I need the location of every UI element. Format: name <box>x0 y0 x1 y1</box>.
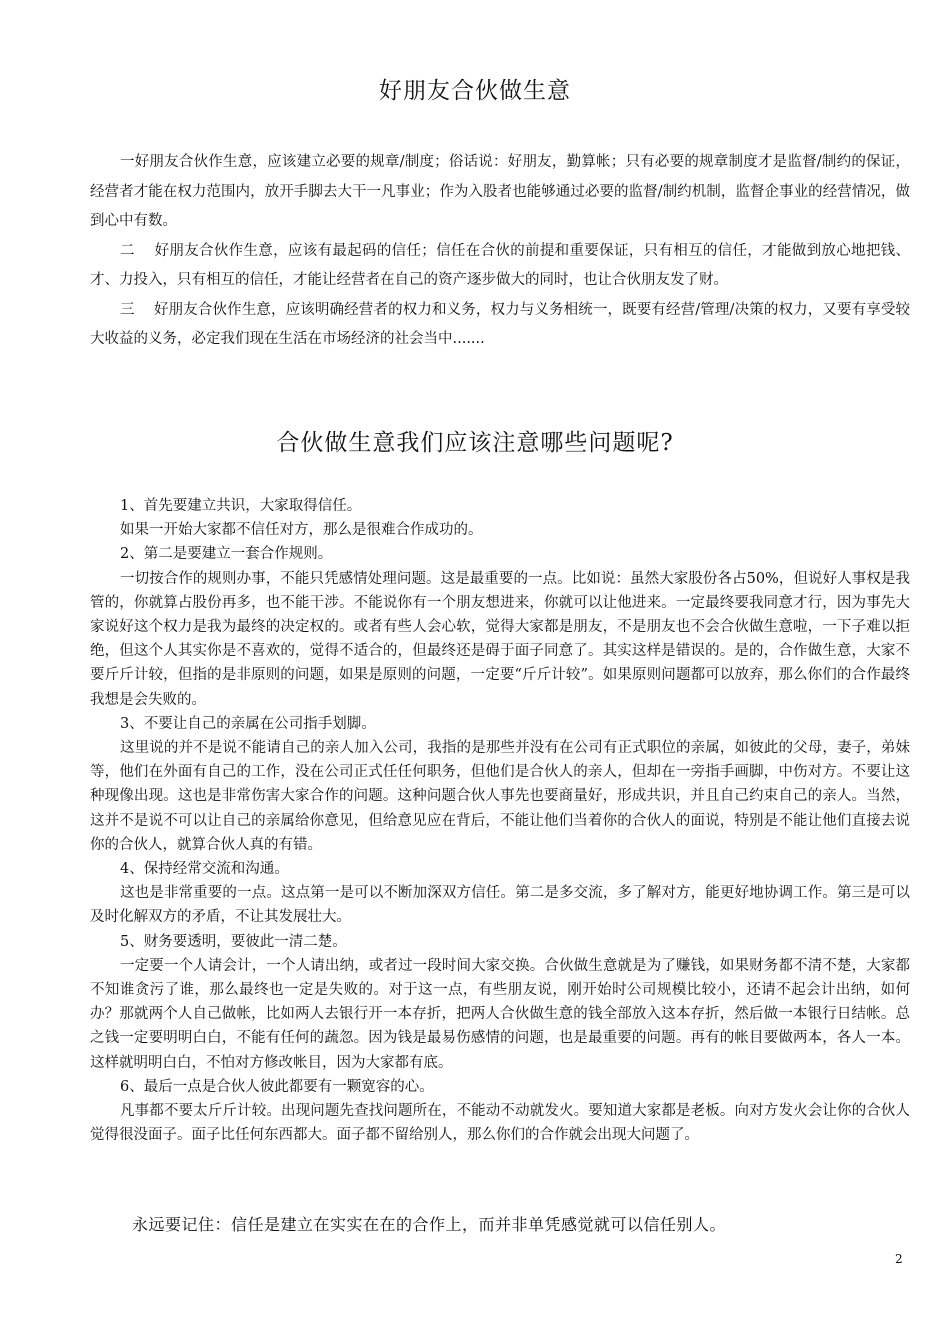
point-6-body: 凡事都不要太斤斤计较。出现问题先查找问题所在，不能动不动就发火。要知道大家都是老板。向对方发火会让你的合伙人觉得很没面子。面子比任何东西都大。面子都不留给别人，那么你们的合作就会出现大问题了。 <box>90 1103 910 1144</box>
point-3-body: 这里说的并不是说不能请自己的亲人加入公司，我指的是那些并没有在公司有正式职位的亲属，如彼此的父母，妻子，弟妹等，他们在外面有自己的工作，没在公司正式任任何职务，但他们是合伙人的亲人，但却在一旁指手画脚，中伤对方。不要让这种现像出现。这也是非常伤害大家合作的问题。这种问题合伙人事先也要商量好，形成共识，并且自己约束自己的亲人。当然，这并不是说不可以让自己的亲属给你意见，但给意见应在背后，不能让他们当着你的合伙人的面说，特别是不能让他们直接去说你的合伙人，就算合伙人真的有错。 <box>90 740 910 853</box>
document-title: 好朋友合伙做生意 <box>379 78 571 104</box>
point-1-body: 如果一开始大家都不信任对方，那么是很难合作成功的。 <box>120 522 483 539</box>
point-6-heading: 6、最后一点是合伙人彼此都要有一颗宽容的心。 <box>120 1078 434 1095</box>
intro-section <box>90 148 910 355</box>
point-1-heading: 1、首先要建立共识，大家取得信任。 <box>120 498 362 514</box>
point-4-heading: 4、保持经常交流和沟通。 <box>120 861 289 878</box>
closing-statement: 永远要记住：信任是建立在实实在在的合作上，而并非单凭感觉就可以信任别人。 <box>132 1215 727 1234</box>
section-subtitle: 合伙做生意我们应该注意哪些问题呢? <box>276 430 674 456</box>
intro-paragraph-2: 二 好朋友合伙作生意，应该有最起码的信任；信任在合伙的前提和重要保证，只有相互的信任，才能做到放心地把钱、才、力投入，只有相互的信任，才能让经营者在自己的资产逐步做大的同时，也让合伙朋友发了财。 <box>90 242 910 288</box>
point-5-body: 一定要一个人请会计，一个人请出纳，或者过一段时间大家交换。合伙做生意就是为了赚钱，如果财务都不清不楚，大家都不知谁贪污了谁，那么最终也一定是失败的。对于这一点，有些朋友说，刚开始时公司规模比较小，还请不起会计出纳，如何办？那就两个人自己做帐，比如两人去银行开一本存折，把两人合伙做生意的钱全部放入这本存折，然后做一本银行日结帐。总之钱一定要明明白白，不能有任何的蔬忽。因为钱是最易伤感情的问题，也是最重要的问题。再有的帐目要做两本，各人一本。这样就明明白白，不怕对方修改帐目，因为大家都有底。 <box>90 957 910 1071</box>
page-number: 2 <box>895 1252 903 1266</box>
intro-paragraph-1: 一好朋友合伙作生意，应该建立必要的规章/制度；俗话说：好朋友，勤算帐；只有必要的规章制度才是监督/制约的保证，经营者才能在权力范围内，放开手脚去大干一凡事业；作为入股者也能够通过必要的监督/制约机制，监督企事业的经营情况，做到心中有数。 <box>90 154 910 229</box>
point-2-heading: 2、第二是要建立一套合作规则。 <box>120 546 333 563</box>
points-section <box>90 494 910 1147</box>
point-5-heading: 5、财务要透明，要彼此一清二楚。 <box>120 933 347 950</box>
point-2-body: 一切按合作的规则办事，不能只凭感情处理问题。这是最重要的一点。比如说：虽然大家股份各占50%，但说好人事权是我管的，你就算占股份再多，也不能干涉。不能说你有一个朋友想进来，你就可以让他进来。一定最终要我同意才行，因为事先大家说好这个权力是我为最终的决定权的。或者有些人会心软，觉得大家都是朋友，不是朋友也不会合伙做生意啦，一下子难以拒绝，但这个人其实你是不喜欢的，觉得不适合的，但最终还是碍于面子同意了。其实这样是错误的。是的，合作做生意，大家不要斤斤计较，但指的是非原则的问题，如果是原则的问题，一定要“斤斤计较”。如果原则问题都可以放弃，那么你们的合作最终我想是会失败的。 <box>90 570 910 708</box>
intro-paragraph-3: 三 好朋友合伙作生意，应该明确经营者的权力和义务，权力与义务相统一，既要有经营/管理/决策的权力，又要有享受较大收益的义务，必定我们现在生活在市场经济的社会当中....... <box>90 301 910 347</box>
point-4-body: 这也是非常重要的一点。这点第一是可以不断加深双方信任。第二是多交流，多了解对方，能更好地协调工作。第三是可以及时化解双方的矛盾，不让其发展壮大。 <box>90 885 910 926</box>
point-3-heading: 3、不要让自己的亲属在公司指手划脚。 <box>120 715 376 732</box>
